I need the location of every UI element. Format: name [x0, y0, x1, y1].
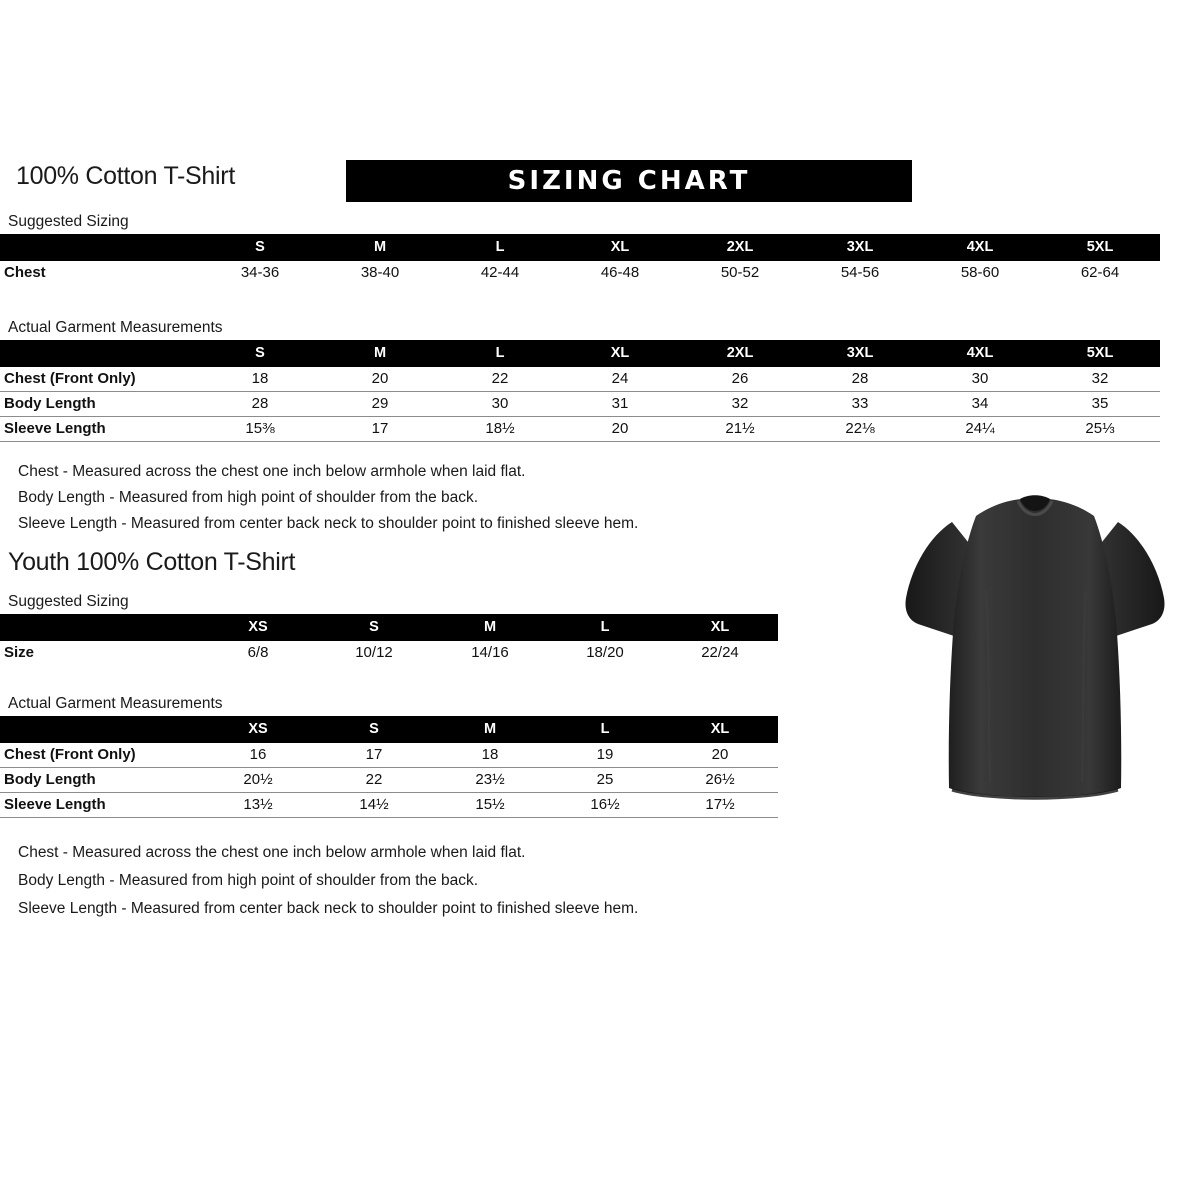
cell-chestfront-2xl: 26 — [680, 367, 800, 392]
adult-suggested-sizing-table — [0, 234, 1160, 285]
adult-actual-measurements-table — [0, 340, 1160, 442]
row-label-sleeve-length: Sleeve Length — [0, 793, 200, 818]
col-header-blank — [0, 234, 200, 261]
tshirt-icon — [890, 470, 1180, 820]
col-header-s: S — [369, 619, 379, 635]
table-header-row — [0, 716, 778, 743]
table-row — [0, 768, 778, 793]
cell-size-s: 10/12 — [355, 644, 393, 661]
cell-size-l: 18/20 — [586, 644, 624, 661]
col-header-s: S — [369, 721, 379, 737]
cell-bodylength-5xl: 35 — [1040, 392, 1160, 417]
col-header-s: S — [255, 345, 265, 361]
cell-bodylength-xl: 26½ — [662, 768, 778, 793]
adult-suggested-sizing-label: Suggested Sizing — [8, 213, 129, 230]
cell-chest-l: 42-44 — [480, 264, 520, 281]
cell-chest-4xl: 58-60 — [960, 264, 1000, 281]
col-header-s: S — [255, 239, 265, 255]
cell-chestfront-m: 20 — [320, 367, 440, 392]
adult-note-body-length: Body Length - Measured from high point of shoulder from the back. — [18, 489, 479, 506]
col-header-5xl: 5XL — [1086, 239, 1114, 255]
cell-sleevelength-4xl: 24¼ — [920, 417, 1040, 442]
col-header-m: M — [373, 239, 387, 255]
cell-chest-5xl: 62-64 — [1080, 264, 1120, 281]
sizing-chart-banner — [346, 160, 912, 202]
col-header-3xl: 3XL — [846, 239, 874, 255]
youth-actual-measurements-label: Actual Garment Measurements — [8, 695, 223, 712]
table-header-row — [0, 234, 1160, 261]
cell-chestfront-3xl: 28 — [800, 367, 920, 392]
cell-chestfront-5xl: 32 — [1040, 367, 1160, 392]
cell-sleevelength-xs: 13½ — [200, 793, 316, 818]
col-header-xs: XS — [248, 619, 268, 635]
cell-bodylength-s: 22 — [316, 768, 432, 793]
cell-bodylength-s: 28 — [200, 392, 320, 417]
youth-actual-measurements-table — [0, 716, 778, 818]
cell-chest-2xl: 50-52 — [720, 264, 760, 281]
col-header-4xl: 4XL — [966, 345, 994, 361]
col-header-blank — [0, 716, 200, 743]
youth-suggested-sizing-table — [0, 614, 778, 665]
cell-chestfront-xs: 16 — [200, 743, 316, 768]
cell-bodylength-m: 29 — [320, 392, 440, 417]
cell-chestfront-m: 18 — [432, 743, 548, 768]
col-header-xl: XL — [710, 721, 730, 737]
row-label-body-length: Body Length — [0, 768, 200, 793]
cell-sleevelength-2xl: 21½ — [680, 417, 800, 442]
row-label-sleeve-length: Sleeve Length — [0, 417, 200, 442]
cell-sleevelength-l: 18½ — [440, 417, 560, 442]
table-header-row — [0, 340, 1160, 367]
col-header-2xl: 2XL — [726, 345, 754, 361]
cell-bodylength-l: 25 — [548, 768, 662, 793]
col-header-xs: XS — [248, 721, 268, 737]
col-header-xl: XL — [710, 619, 730, 635]
cell-size-xl: 22/24 — [701, 644, 739, 661]
cell-sleevelength-xl: 20 — [560, 417, 680, 442]
table-row — [0, 261, 1160, 285]
cell-sleevelength-s: 14½ — [316, 793, 432, 818]
table-row — [0, 743, 778, 768]
cell-bodylength-2xl: 32 — [680, 392, 800, 417]
table-row — [0, 392, 1160, 417]
row-label-chest-front-only: Chest (Front Only) — [0, 743, 200, 768]
youth-note-sleeve-length: Sleeve Length - Measured from center back neck to shoulder point to finished sleeve hem. — [18, 900, 639, 917]
cell-chestfront-l: 22 — [440, 367, 560, 392]
cell-sleevelength-5xl: 25⅓ — [1040, 417, 1160, 442]
col-header-l: L — [600, 619, 610, 635]
cell-bodylength-3xl: 33 — [800, 392, 920, 417]
col-header-m: M — [483, 619, 497, 635]
col-header-l: L — [495, 239, 505, 255]
row-label-size: Size — [4, 644, 35, 661]
youth-note-chest: Chest - Measured across the chest one inch below armhole when laid flat. — [18, 844, 526, 861]
col-header-xl: XL — [610, 239, 630, 255]
adult-note-sleeve-length: Sleeve Length - Measured from center back neck to shoulder point to finished sleeve hem. — [18, 515, 639, 532]
cell-size-m: 14/16 — [471, 644, 509, 661]
table-row — [0, 417, 1160, 442]
table-row — [0, 793, 778, 818]
cell-sleevelength-xl: 17½ — [662, 793, 778, 818]
cell-bodylength-xs: 20½ — [200, 768, 316, 793]
col-header-5xl: 5XL — [1086, 345, 1114, 361]
adult-title-row — [8, 162, 1192, 202]
col-header-3xl: 3XL — [846, 345, 874, 361]
youth-suggested-sizing-label: Suggested Sizing — [8, 593, 129, 610]
adult-actual-measurements-label: Actual Garment Measurements — [8, 319, 223, 336]
cell-chest-xl: 46-48 — [600, 264, 640, 281]
cell-sleevelength-l: 16½ — [548, 793, 662, 818]
col-header-blank — [0, 614, 200, 641]
row-label-body-length: Body Length — [0, 392, 200, 417]
col-header-m: M — [373, 345, 387, 361]
youth-section-title: Youth 100% Cotton T-Shirt — [8, 548, 296, 576]
youth-note-body-length: Body Length - Measured from high point of shoulder from the back. — [18, 872, 479, 889]
col-header-xl: XL — [610, 345, 630, 361]
cell-chestfront-s: 18 — [200, 367, 320, 392]
cell-chestfront-4xl: 30 — [920, 367, 1040, 392]
table-header-row — [0, 614, 778, 641]
adult-note-chest: Chest - Measured across the chest one inch below armhole when laid flat. — [18, 463, 526, 480]
col-header-2xl: 2XL — [726, 239, 754, 255]
tshirt-product-image — [890, 470, 1180, 820]
cell-chest-3xl: 54-56 — [840, 264, 880, 281]
cell-bodylength-m: 23½ — [432, 768, 548, 793]
cell-bodylength-l: 30 — [440, 392, 560, 417]
col-header-l: L — [600, 721, 610, 737]
col-header-m: M — [483, 721, 497, 737]
cell-chestfront-xl: 24 — [560, 367, 680, 392]
col-header-4xl: 4XL — [966, 239, 994, 255]
cell-sleevelength-3xl: 22⅛ — [800, 417, 920, 442]
col-header-l: L — [495, 345, 505, 361]
row-label-chest-front-only: Chest (Front Only) — [0, 367, 200, 392]
sizing-chart-banner-label: SIZING CHART — [507, 166, 751, 196]
col-header-blank — [0, 340, 200, 367]
cell-bodylength-xl: 31 — [560, 392, 680, 417]
cell-chest-m: 38-40 — [360, 264, 400, 281]
cell-chest-s: 34-36 — [240, 264, 280, 281]
cell-sleevelength-m: 15½ — [432, 793, 548, 818]
cell-bodylength-4xl: 34 — [920, 392, 1040, 417]
cell-size-xs: 6/8 — [247, 644, 269, 661]
adult-section-title: 100% Cotton T-Shirt — [16, 162, 235, 190]
table-row — [0, 641, 778, 665]
cell-sleevelength-s: 15⅜ — [200, 417, 320, 442]
table-row — [0, 367, 1160, 392]
cell-chestfront-l: 19 — [548, 743, 662, 768]
tshirt-body — [949, 499, 1122, 797]
cell-sleevelength-m: 17 — [320, 417, 440, 442]
cell-chestfront-xl: 20 — [662, 743, 778, 768]
cell-chestfront-s: 17 — [316, 743, 432, 768]
row-label-chest: Chest — [4, 264, 46, 281]
